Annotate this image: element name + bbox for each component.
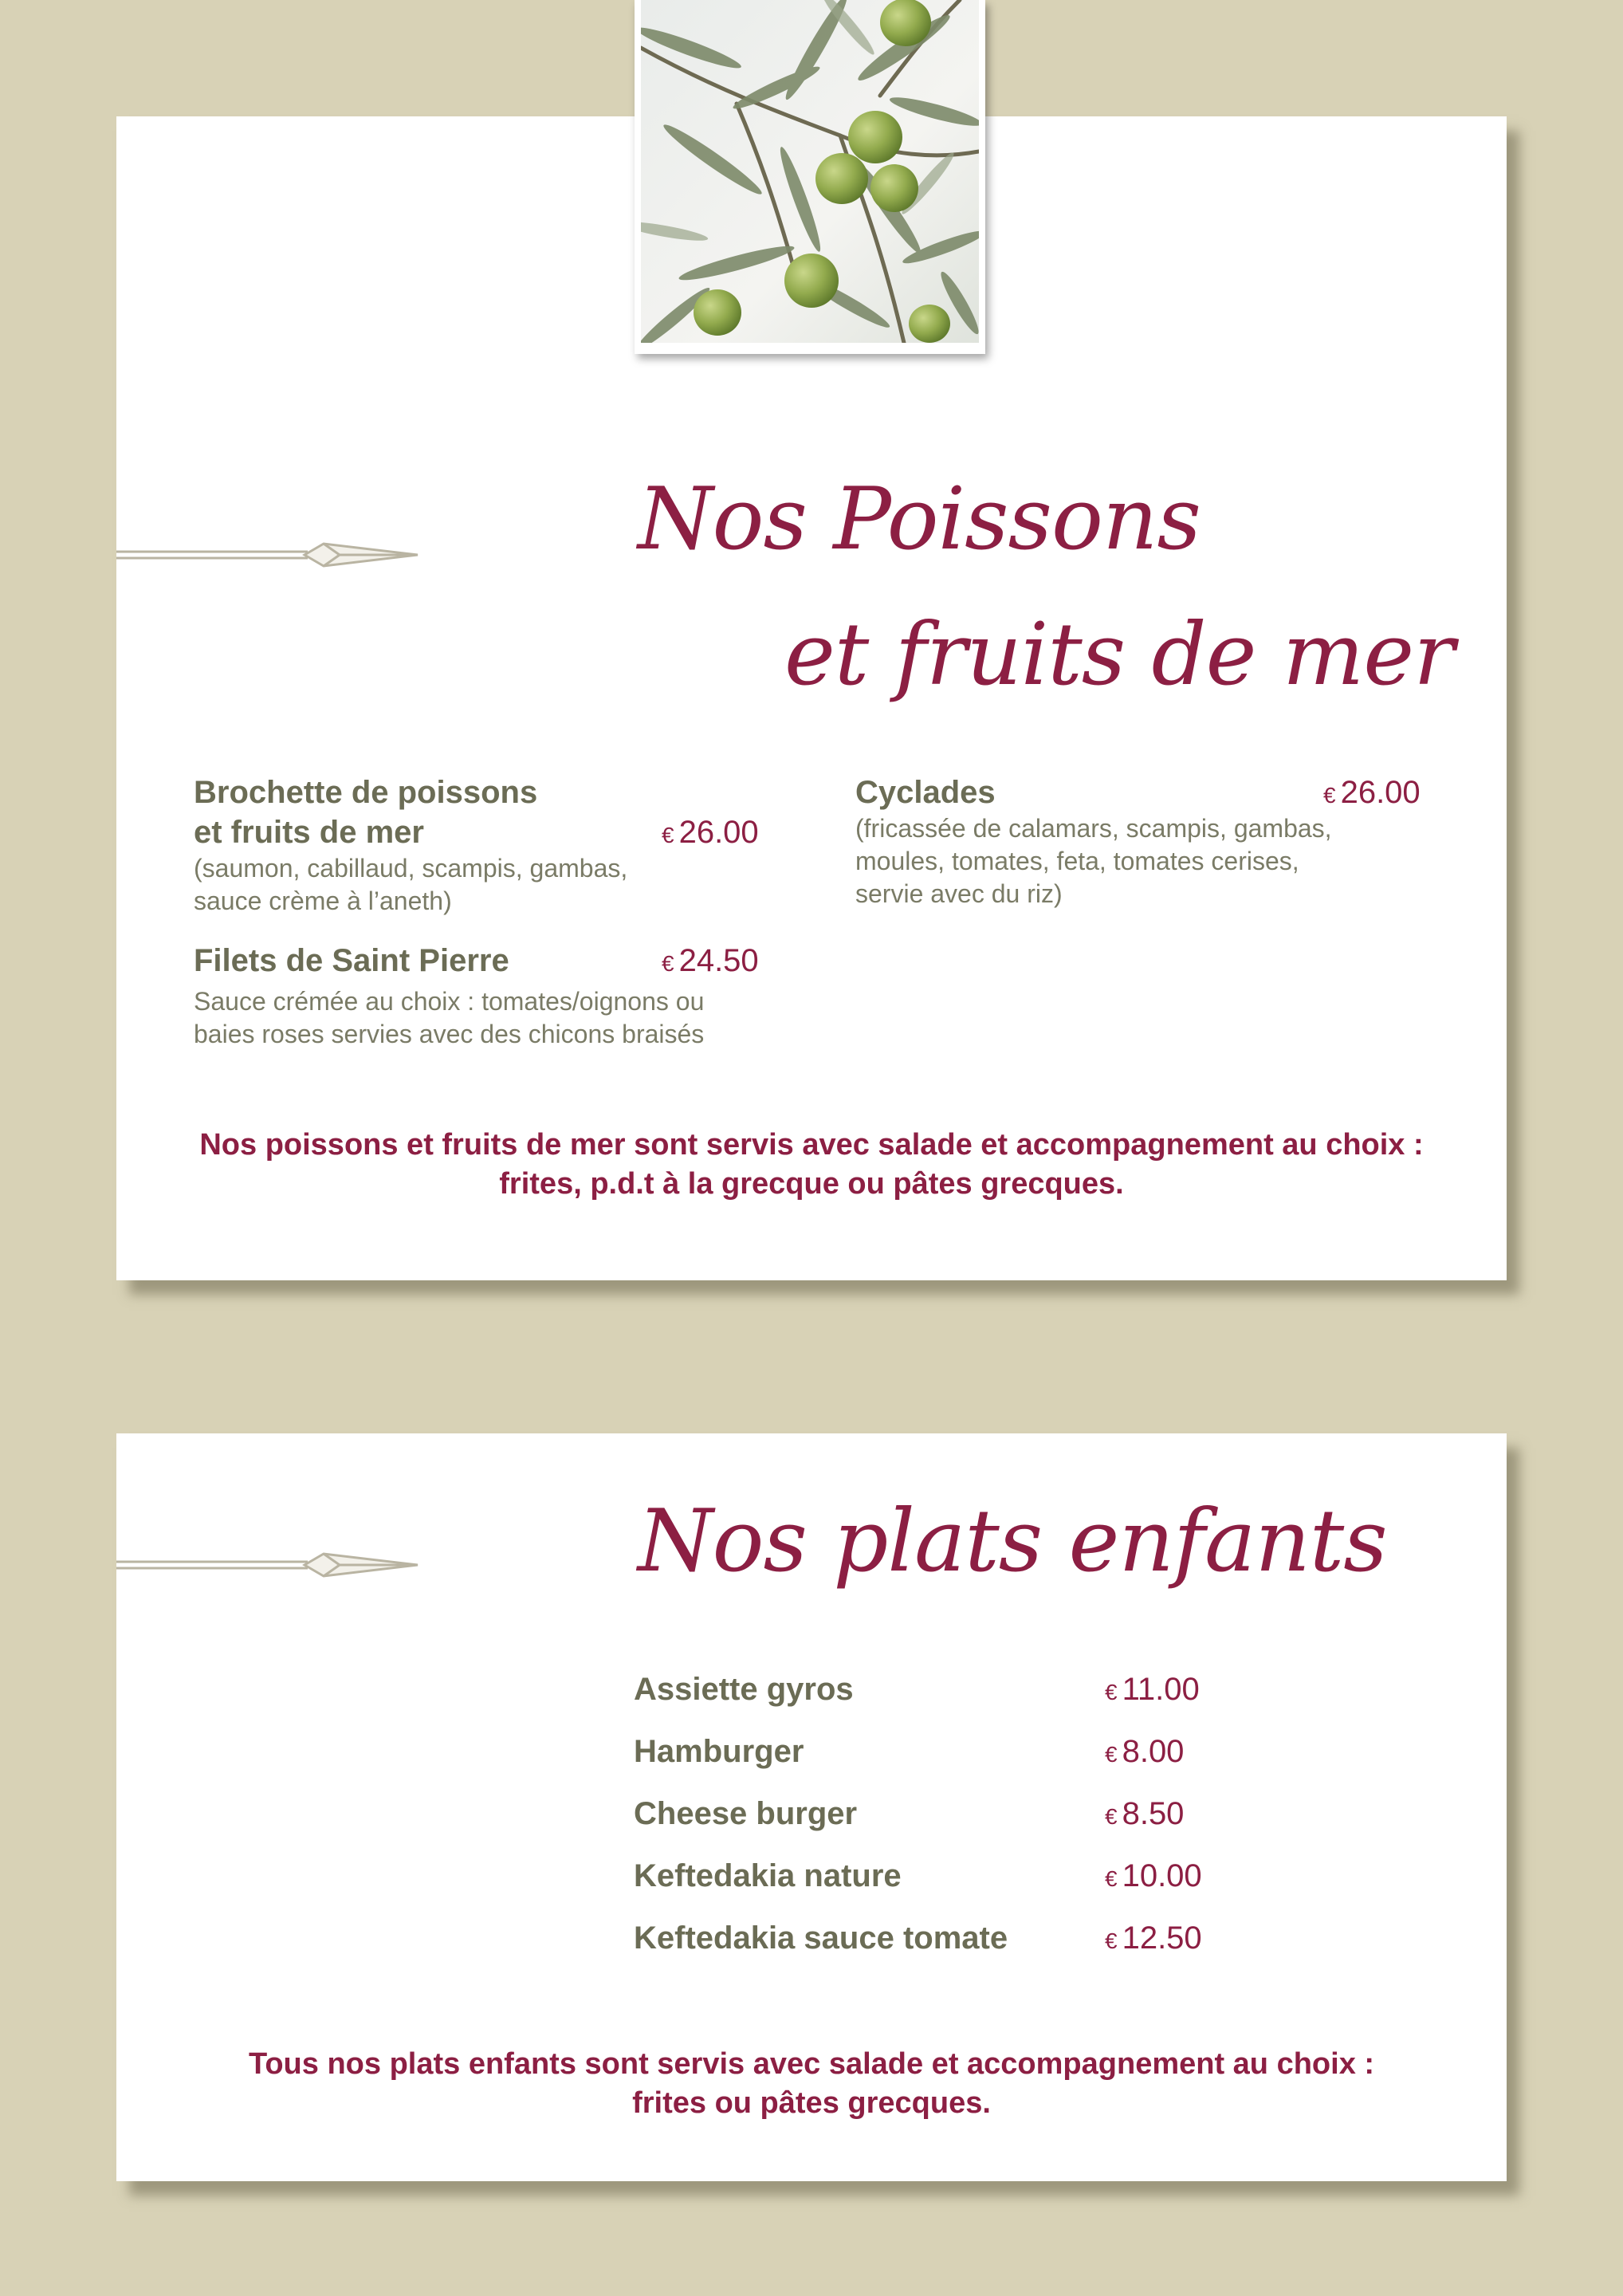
dish-name: et fruits de mer <box>194 815 424 850</box>
currency-symbol: € <box>1105 1742 1118 1767</box>
spear-ornament <box>116 1549 419 1581</box>
kids-dish-name: Keftedakia sauce tomate <box>634 1921 1008 1956</box>
dish-name: Brochette de poissons <box>194 775 538 810</box>
olive-branch-photo <box>635 0 985 354</box>
kids-dish-name: Cheese burger <box>634 1796 858 1831</box>
kids-serving-note <box>116 2045 1507 2123</box>
kids-dish-name: Keftedakia nature <box>634 1858 902 1893</box>
dish-description: (fricassée de calamars, scampis, gambas, <box>855 814 1332 843</box>
price-value: 26.00 <box>678 815 759 850</box>
seafood-serving-note <box>116 1126 1507 1204</box>
kids-dish-price <box>1105 1732 1184 1775</box>
dish-description: sauce crème à l’aneth) <box>194 887 452 915</box>
dish-description: (saumon, cabillaud, scampis, gambas, <box>194 854 628 883</box>
dish-name: Filets de Saint Pierre <box>194 943 509 978</box>
kids-dish-price <box>1105 1669 1200 1712</box>
price-value: 8.00 <box>1122 1734 1185 1769</box>
kids-dish-price <box>1105 1918 1202 1961</box>
price-value: 24.50 <box>678 943 759 978</box>
kids-dish-name: Assiette gyros <box>634 1672 854 1707</box>
kids-dish-price <box>1105 1794 1184 1837</box>
currency-symbol: € <box>1105 1680 1118 1704</box>
price-value: 26.00 <box>1340 775 1421 810</box>
dish-description: baies roses servies avec des chicons braisés <box>194 1020 705 1048</box>
price-value: 10.00 <box>1122 1858 1202 1893</box>
olive-branch-image <box>641 0 979 343</box>
note-line: Nos poissons et fruits de mer sont servis avec salade et accompagnement au choix : <box>199 1128 1424 1162</box>
price-value: 8.50 <box>1122 1796 1185 1831</box>
note-line: frites ou pâtes grecques. <box>632 2086 991 2120</box>
price-value: 12.50 <box>1122 1921 1202 1956</box>
note-line: Tous nos plats enfants sont servis avec salade et accompagnement au choix : <box>248 2047 1375 2081</box>
dish-description: Sauce crémée au choix : tomates/oignons ou <box>194 987 705 1016</box>
seafood-title-line2: et fruits de mer <box>784 605 1454 705</box>
currency-symbol: € <box>1105 1804 1118 1829</box>
price-value: 11.00 <box>1122 1672 1200 1707</box>
dish-description: servie avec du riz) <box>855 879 1063 908</box>
currency-symbol: € <box>1105 1866 1118 1891</box>
dish-name: Cyclades <box>855 775 996 810</box>
dish-description: moules, tomates, feta, tomates cerises, <box>855 847 1299 875</box>
currency-symbol: € <box>662 823 674 847</box>
dish-price <box>662 812 759 855</box>
kids-title: Nos plats enfants <box>638 1492 1387 1591</box>
spear-ornament <box>116 539 419 571</box>
kids-dish-price <box>1105 1856 1202 1899</box>
dish-price <box>1323 773 1421 816</box>
currency-symbol: € <box>1105 1928 1118 1953</box>
seafood-title-line1: Nos Poissons <box>638 470 1201 569</box>
currency-symbol: € <box>662 951 674 976</box>
dish-price <box>662 941 759 984</box>
note-line: frites, p.d.t à la grecque ou pâtes grecques. <box>499 1167 1124 1201</box>
kids-dish-name: Hamburger <box>634 1734 804 1769</box>
currency-symbol: € <box>1323 783 1336 808</box>
